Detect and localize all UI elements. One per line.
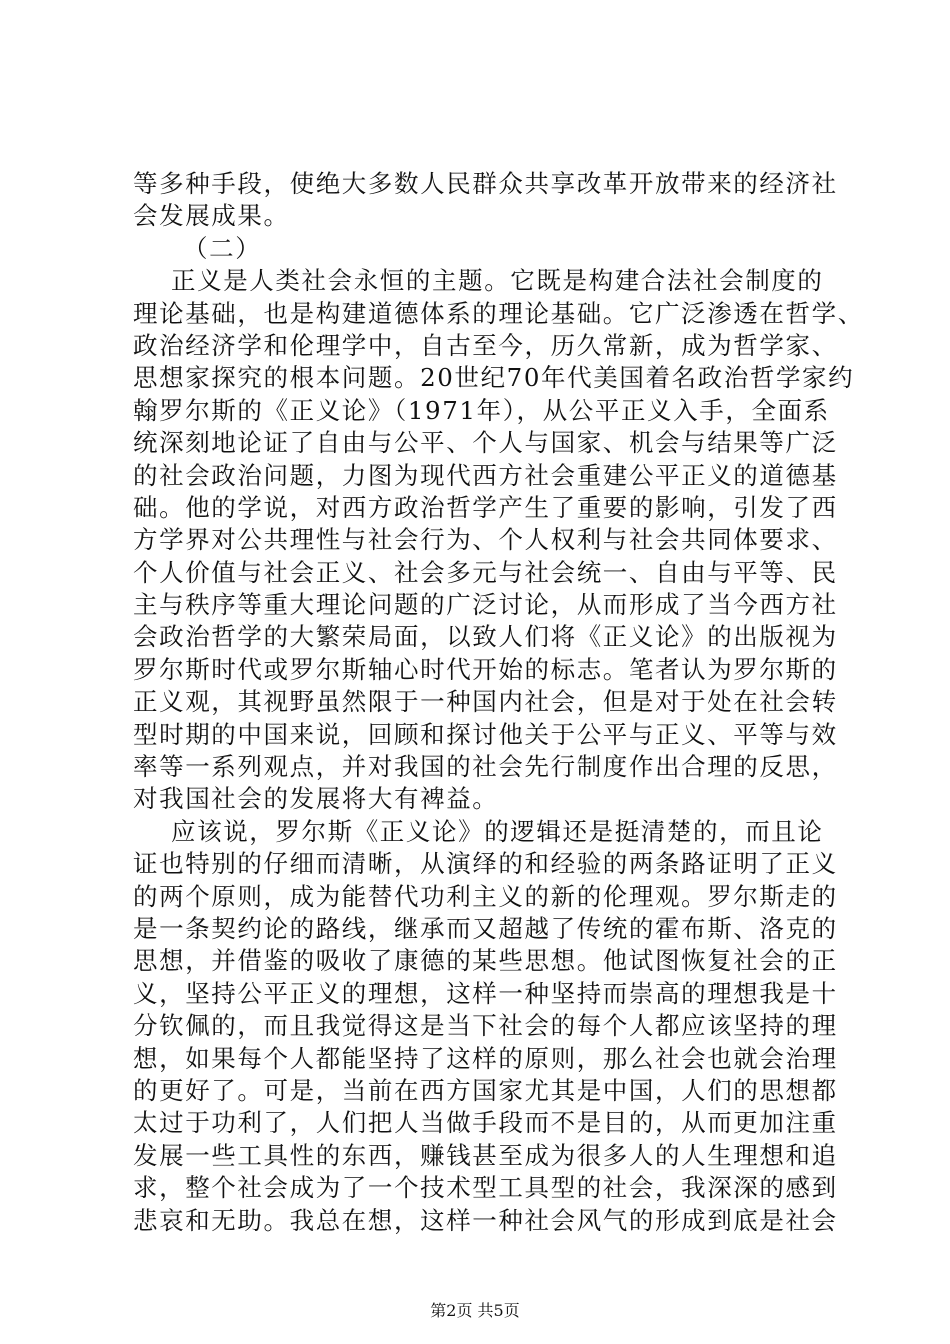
text-line: 政治经济学和伦理学中，自古至今，历久常新，成为哲学家、 (133, 330, 838, 360)
text-line: 思想，并借鉴的吸收了康德的某些思想。他试图恢复社会的正 (133, 946, 838, 976)
section-heading: （二） (183, 233, 262, 263)
text-line: 分钦佩的，而且我觉得这是当下社会的每个人都应该坚持的理 (133, 1011, 838, 1041)
document-body (133, 168, 864, 1237)
text-line: 会政治哲学的大繁荣局面，以致人们将《正义论》的出版视为 (133, 622, 838, 652)
text-line: 证也特别的仔细而清晰，从演绎的和经验的两条路证明了正义 (133, 849, 838, 879)
text-line: 是一条契约论的路线，继承而又超越了传统的霍布斯、洛克的 (133, 913, 838, 943)
text-line: 会发展成果。 (133, 201, 290, 231)
page-footer: 第2页 共5页 (430, 1301, 520, 1320)
text-line: 统深刻地论证了自由与公平、个人与国家、机会与结果等广泛 (133, 428, 838, 458)
text-line: 罗尔斯时代或罗尔斯轴心时代开始的标志。笔者认为罗尔斯的 (133, 654, 838, 684)
text-line: 理论基础，也是构建道德体系的理论基础。它广泛渗透在哲学、 (133, 298, 864, 328)
text-line: 的两个原则，成为能替代功利主义的新的伦理观。罗尔斯走的 (133, 881, 838, 911)
text-line: 求，整个社会成为了一个技术型工具型的社会，我深深的感到 (133, 1173, 838, 1203)
text-line: 的社会政治问题，力图为现代西方社会重建公平正义的道德基 (133, 460, 838, 490)
text-line: 思想家探究的根本问题。20世纪70年代美国着名政治哲学家约 (133, 363, 855, 393)
paragraph-start: 正义是人类社会永恒的主题。它既是构建合法社会制度的 (171, 266, 824, 296)
text-line: 义，坚持公平正义的理想，这样一种坚持而崇高的理想我是十 (133, 978, 838, 1008)
text-line: 率等一系列观点，并对我国的社会先行制度作出合理的反思， (133, 752, 838, 782)
text-line: 等多种手段，使绝大多数人民群众共享改革开放带来的经济社 (133, 169, 838, 198)
text-line: 悲哀和无助。我总在想，这样一种社会风气的形成到底是社会 (133, 1205, 838, 1235)
text-line: 对我国社会的发展将大有裨益。 (133, 784, 499, 814)
text-line: 型时期的中国来说，回顾和探讨他关于公平与正义、平等与效 (133, 719, 838, 749)
text-line: 的更好了。可是，当前在西方国家尤其是中国，人们的思想都 (133, 1075, 838, 1105)
text-line: 个人价值与社会正义、社会多元与社会统一、自由与平等、民 (133, 557, 838, 587)
text-line: 发展一些工具性的东西，赚钱甚至成为很多人的人生理想和追 (133, 1140, 838, 1170)
text-line: 翰罗尔斯的《正义论》（1971年），从公平正义入手，全面系 (133, 395, 830, 425)
text-line: 础。他的学说，对西方政治哲学产生了重要的影响，引发了西 (133, 492, 838, 522)
text-line: 正义观，其视野虽然限于一种国内社会，但是对于处在社会转 (133, 687, 838, 717)
paragraph-start: 应该说，罗尔斯《正义论》的逻辑还是挺清楚的，而且论 (171, 816, 824, 846)
text-line: 主与秩序等重大理论问题的广泛讨论，从而形成了当今西方社 (133, 590, 838, 620)
text-line: 太过于功利了，人们把人当做手段而不是目的，从而更加注重 (133, 1108, 838, 1138)
text-line: 想，如果每个人都能坚持了这样的原则，那么社会也就会治理 (133, 1043, 838, 1073)
text-line: 方学界对公共理性与社会行为、个人权利与社会共同体要求、 (133, 525, 838, 555)
